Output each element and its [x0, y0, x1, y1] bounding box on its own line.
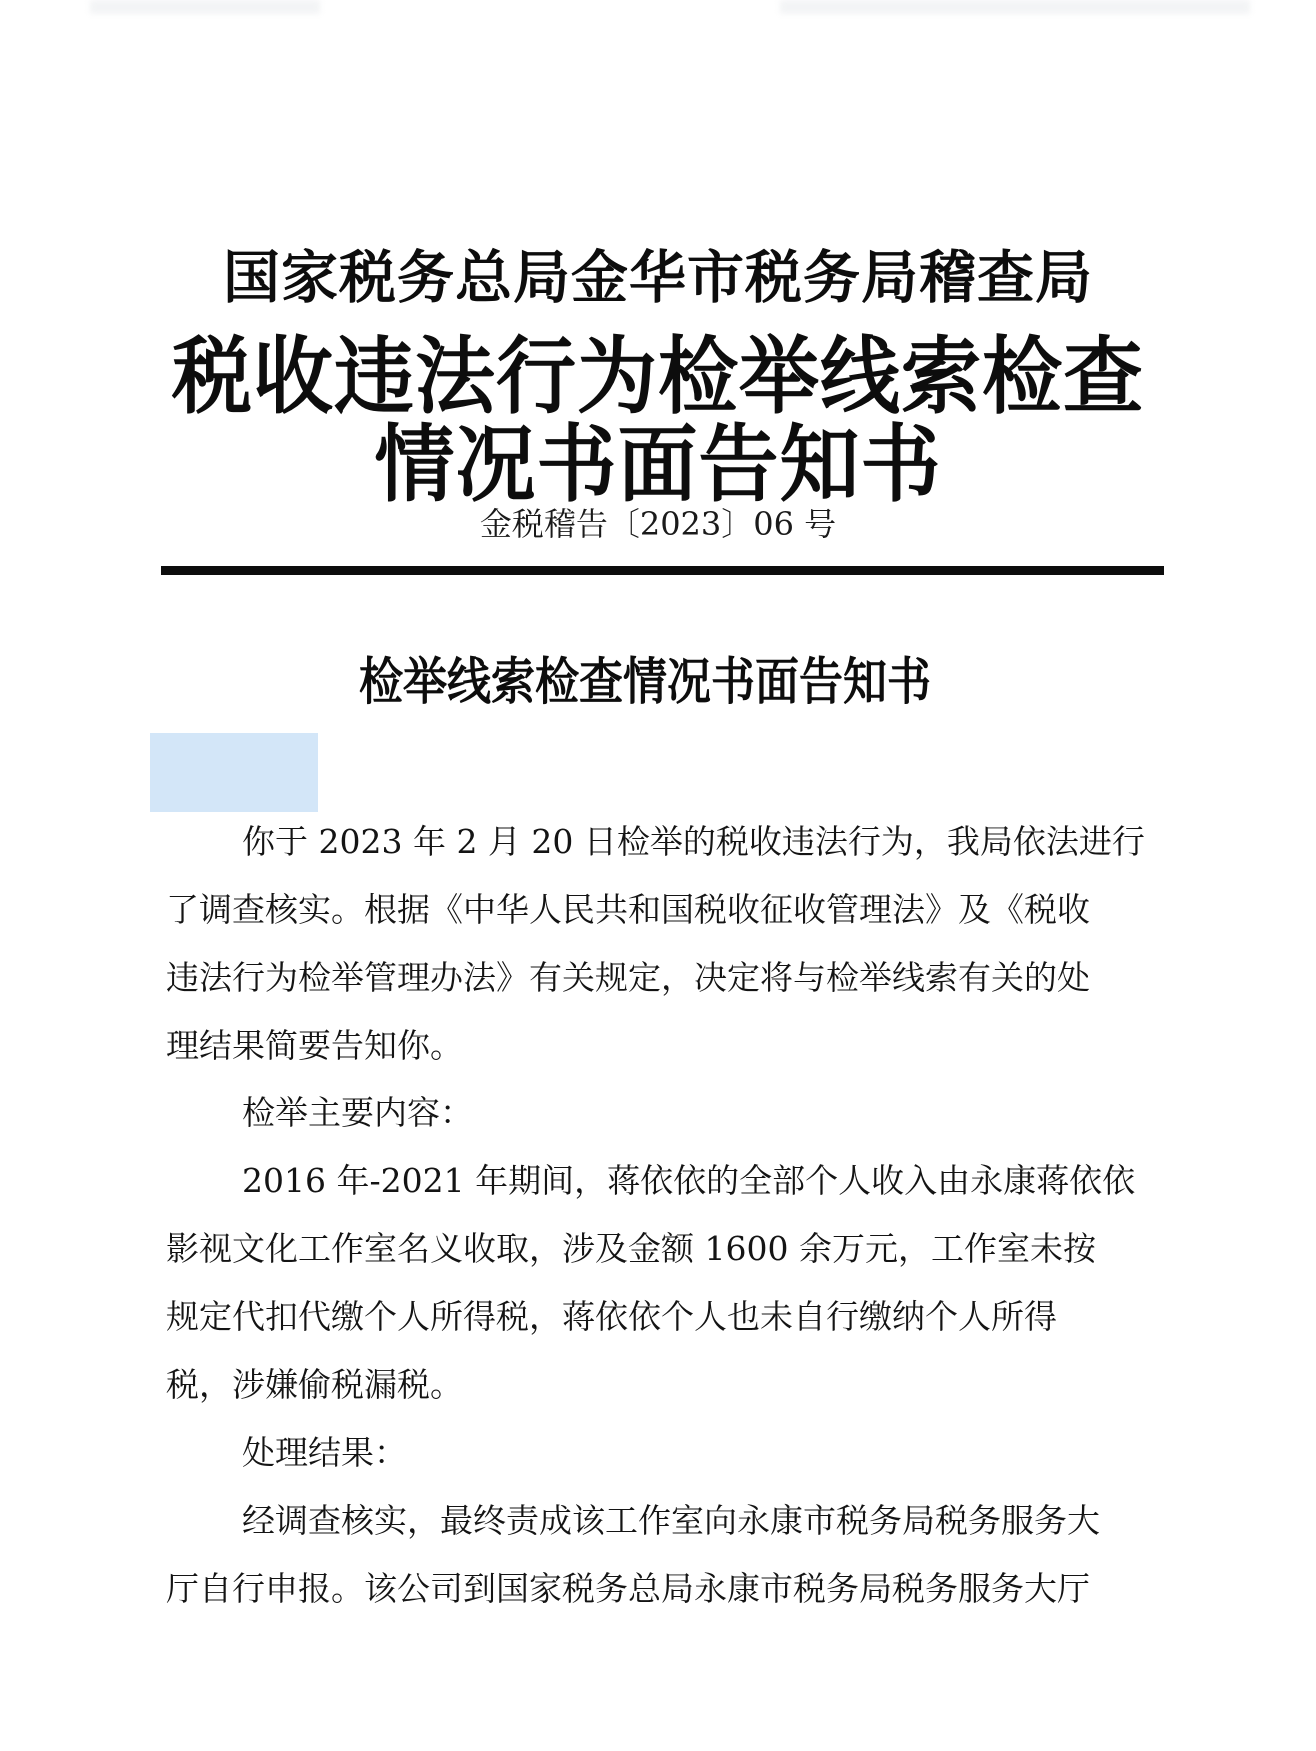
text-line: 税，涉嫌偷税漏税。: [166, 1365, 463, 1404]
document-number: 金税稽告〔2023〕06 号: [479, 505, 837, 543]
recipient-redaction: [150, 733, 318, 812]
text-line: 规定代扣代缴个人所得税，蒋依依个人也未自行缴纳个人所得: [166, 1297, 1057, 1336]
header-divider: [161, 566, 1164, 575]
text-line: 影视文化工作室名义收取，涉及金额 1600 余万元，工作室未按: [166, 1229, 1096, 1268]
document-subtitle: 检举线索检查情况书面告知书: [359, 652, 931, 712]
document-title-line-2: 情况书面告知书: [374, 416, 942, 514]
text-line: 了调查核实。根据《中华人民共和国税收征收管理法》及《税收: [166, 890, 1090, 929]
scan-artifact: [780, 0, 1250, 14]
issuing-authority: 国家税务总局金华市税务局稽查局: [223, 245, 1093, 311]
result-section: [166, 1419, 1156, 1623]
scan-artifact: [90, 0, 320, 14]
main-content-section: [166, 1079, 1156, 1419]
text-line: 理结果简要告知你。: [166, 1026, 463, 1065]
text-line: 2016 年-2021 年期间，蒋依依的全部个人收入由永康蒋依依: [242, 1161, 1136, 1200]
section-label-result: 处理结果：: [242, 1433, 407, 1472]
section-label-main-content: 检举主要内容：: [242, 1093, 473, 1132]
text-line: 经调查核实，最终责成该工作室向永康市税务局税务服务大: [242, 1501, 1100, 1540]
text-line: 厅自行申报。该公司到国家税务总局永康市税务局税务服务大厅: [166, 1569, 1090, 1608]
intro-paragraph: [166, 808, 1156, 1080]
text-line: 你于 2023 年 2 月 20 日检举的税收违法行为，我局依法进行: [242, 822, 1145, 861]
text-line: 违法行为检举管理办法》有关规定，决定将与检举线索有关的处: [166, 958, 1090, 997]
document-title-line-1: 税收违法行为检举线索检查: [172, 328, 1144, 426]
